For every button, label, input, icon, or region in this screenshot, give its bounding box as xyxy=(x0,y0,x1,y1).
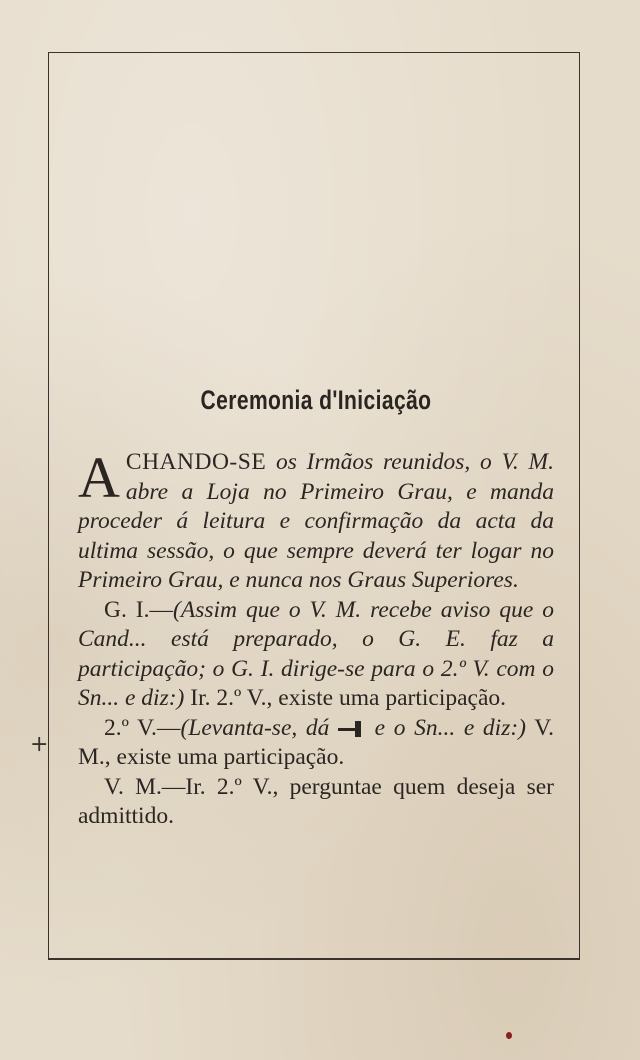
speech-2v: V. M., existe uma participação. xyxy=(78,714,555,770)
stage-direction-gi: (Assim que o V. M. recebe aviso que o Cand... está preparado, o G. E. faz a participação; o G. I. dirige-se para o 2.º V. com o Sn... e diz:) xyxy=(78,596,555,711)
paragraph-gi xyxy=(78,596,554,714)
stage-direction-2v-b: e o Sn... e diz:) xyxy=(366,714,526,741)
paragraph-2v xyxy=(78,714,554,773)
speaker-gi: G. I.— xyxy=(104,596,174,623)
opening-italic-text: os Irmãos reunidos, o V. M. abre a Loja no Primeiro Grau, e manda proceder á leitura e confirmação da acta da ultima sessão, o que sempre deverá ter logar no Primeiro Grau, e nunca nos Graus Superiores. xyxy=(78,449,554,593)
ink-spot xyxy=(506,1032,512,1039)
stage-direction-2v-a: (Levanta-se, dá xyxy=(180,714,330,741)
mallet-icon xyxy=(338,723,366,735)
paragraph-opening xyxy=(78,445,554,596)
speaker-2v: 2.º V.— xyxy=(104,714,181,741)
paragraph-vm xyxy=(78,773,554,832)
opening-caps: CHANDO-SE xyxy=(125,449,267,475)
margin-cross-mark: + xyxy=(30,732,49,757)
page-title: Ceremonia d'Iniciação xyxy=(200,385,432,415)
page-content xyxy=(78,385,554,832)
speech-gi: Ir. 2.º V., existe uma participação. xyxy=(184,685,507,711)
speech-vm: V. M.—Ir. 2.º V., perguntae quem deseja ser admittido. xyxy=(78,773,554,829)
dropcap-letter: A xyxy=(78,445,120,510)
